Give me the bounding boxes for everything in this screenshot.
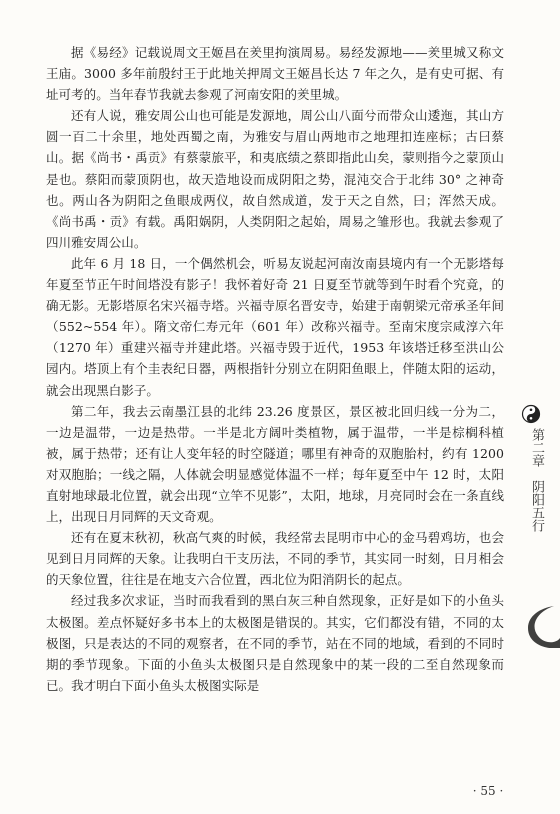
page-number: · 55 ·	[472, 784, 504, 798]
paragraph-6: 经过我多次求证，当时而我看到的黑白灰三种自然现象，正好是如下的小鱼头太极图。差点怀疑好多书本上的太极图是错误的。其实，它们都没有错，不同的太极图，只是表达的不同的观察者，在不同的季节，站在不同的地域，看到的不同时期的季节现象。下面的小鱼头太极图只是自然现象中的某一段的二至自然现象而已。我才明白下面小鱼头太极图实际是	[46, 593, 504, 693]
paragraph-3: 此年 6 月 18 日，一个偶然机会，听易友说起河南汝南县境内有一个无影塔每年夏至节正午时间塔没有影子！我怀着好奇 21 日夏至节就等到午时看个究竟，的确无影。无影塔原名宋兴福寺塔。兴福寺原名晋安寺，始建于南朝梁元帝承圣年间（552~554 年）。隋文帝仁寿元年（601 年）改称兴福寺。至南宋度宗咸淳六年（1270 年）重建兴福寺并建此塔。兴福寺毁于近代，1953 年该塔迁移至洪山公园内。塔顶上有个圭表纪日器，两根指针分别立在阴阳鱼眼上，伴随太阳的运动，就会出现黑白影子。	[46, 255, 504, 398]
chapter-side-header: 第二章 阴阳五行	[529, 428, 544, 532]
paragraph-1: 据《易经》记载说周文王姬昌在羑里拘演周易。易经发源地——羑里城又称文王庙。3000 多年前殷纣王于此地关押周文王姬昌长达 7 年之久，是有史可据、有址可考的。当年春节我就去参观了河南安阳的羑里城。	[46, 45, 504, 103]
paragraph-4: 第二年，我去云南墨江县的北纬 23.26 度景区，景区被北回归线一分为二，一边是温带，一边是热带。一半是北方阔叶类植物，属于温带，一半是棕榈科植被，属于热带；还有让人变年轻的时空隧道；哪里有神奇的双胞胎村，约有 1200 对双胞胎；一线之隔，人体就会明显感觉体温不一样；每年夏至中午 12 时，太阳直射地球最北位置，就会出现“立竿不见影”，太阳，地球，月亮同时会在一条直线上，出现日月同辉的天文奇观。	[46, 403, 504, 525]
body-text	[46, 42, 504, 696]
paragraph-2: 还有人说，雅安周公山也可能是发源地，周公山八面兮而带众山逶迤，其山方圆一百二十余里，地处西蜀之南，为雅安与眉山两地市之地理扣连座标；古曰蔡山。据《尚书・禹贡》有蔡蒙旅平，和夷底绩之蔡即指此山矣，蒙则指今之蒙顶山是也。蔡阳而蒙顶阴也，故天造地设而成阴阳之势，混沌交合于北纬 30° 之神奇也。两山各为阴阳之鱼眼成两仪，故自然成道，发于天之自然，曰；浑然天成。《尚书禹・贡》有载。禹阳娲阴，人类阴阳之起始，周易之雏形也。我就去参观了四川雅安周公山。	[46, 108, 504, 250]
paragraph-5: 还有在夏末秋初，秋高气爽的时候，我经常去昆明市中心的金马碧鸡坊，也会见到日月同辉的天象。让我明白干支历法，不同的季节，其实同一时刻，日月相会的天象位置，往往是在地支六合位置，西北位为阳消阴长的起点。	[46, 530, 504, 588]
taiji-swirl-icon	[524, 604, 560, 648]
yin-yang-icon	[521, 404, 541, 424]
